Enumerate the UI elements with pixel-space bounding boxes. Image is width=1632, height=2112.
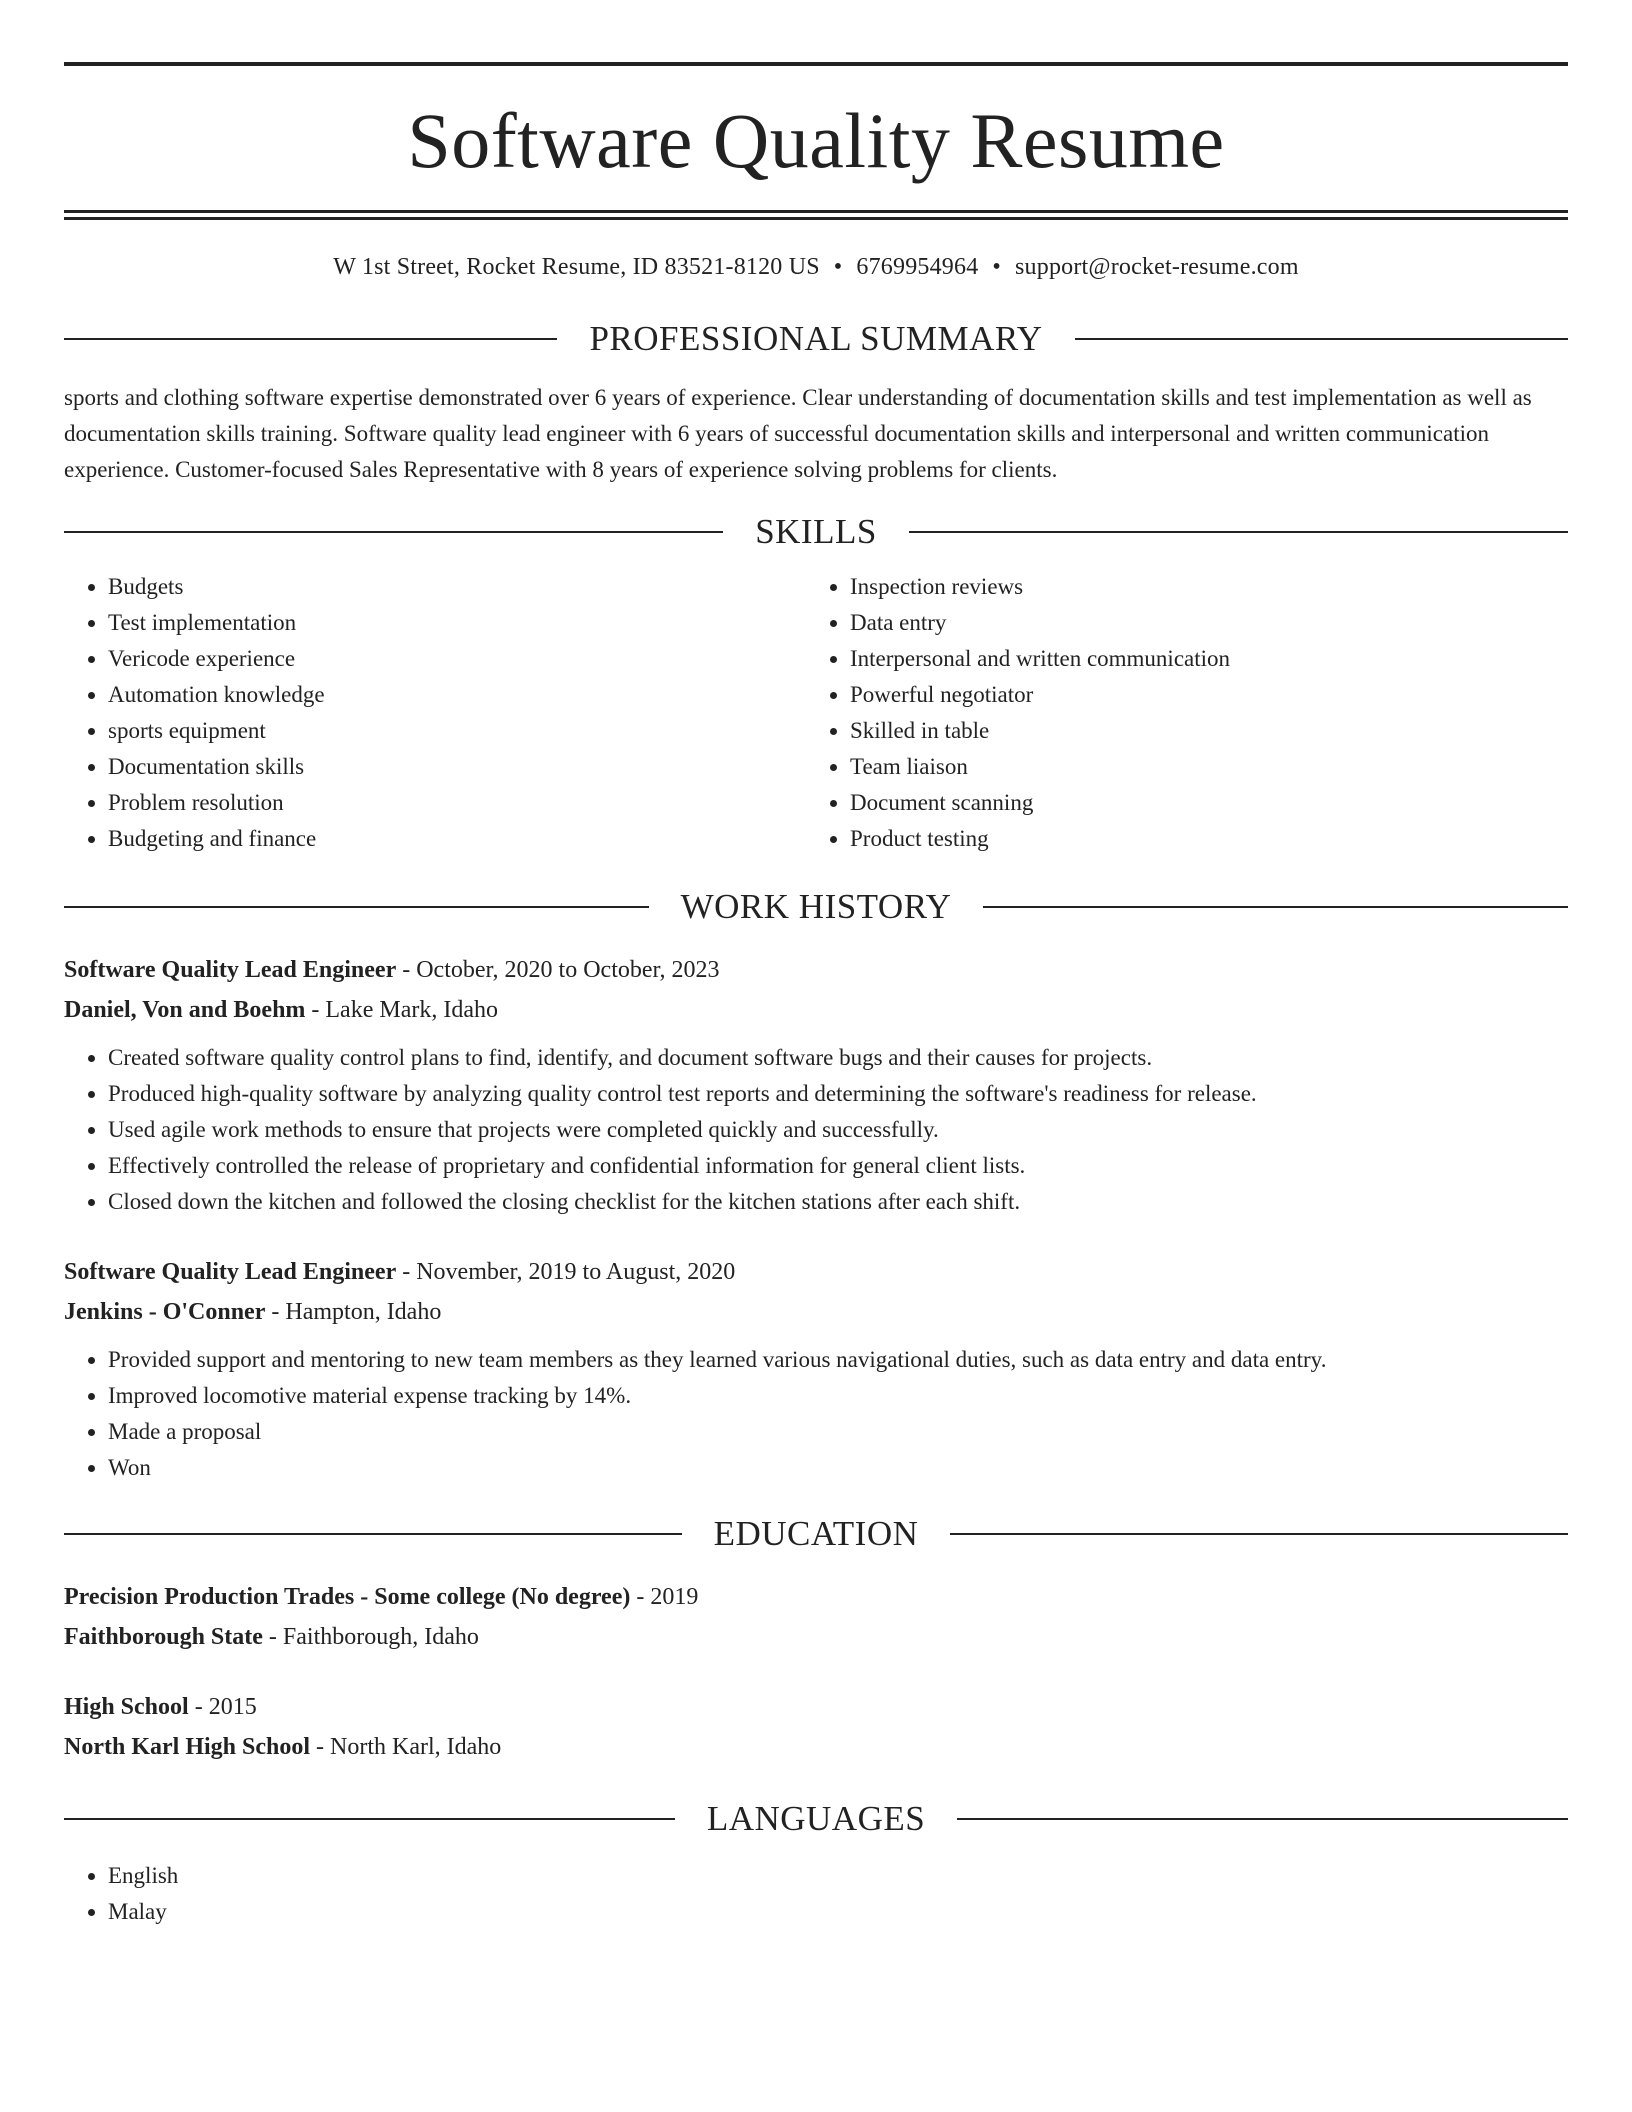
skills-heading: SKILLS xyxy=(755,512,877,551)
heading-rule-right xyxy=(957,1818,1568,1820)
job-bullet: • Closed down the kitchen and followed the closing checklist for the kitchen stations after each shift. xyxy=(108,1184,1568,1220)
education-school-line xyxy=(64,1617,1568,1657)
job-dates: - October, 2020 to October, 2023 xyxy=(396,957,720,983)
contact-address: W 1st Street, Rocket Resume, ID 83521-8120 US xyxy=(333,254,820,280)
job-title: Software Quality Lead Engineer xyxy=(64,957,397,983)
job-bullet: • Effectively controlled the release of proprietary and confidential information for general client lists. xyxy=(108,1148,1568,1184)
skill-item: • Document scanning xyxy=(850,785,1548,821)
skills-list xyxy=(64,569,1568,857)
education-degree: High School xyxy=(64,1694,189,1720)
skill-item: • Product testing xyxy=(850,821,1548,857)
heading-rule-right xyxy=(950,1533,1568,1535)
contact-email: support@rocket-resume.com xyxy=(1015,254,1299,280)
education-year: - 2015 xyxy=(188,1694,257,1720)
skills-section-heading xyxy=(64,514,1568,549)
contact-separator: • xyxy=(833,254,843,280)
skill-item: • Skilled in table xyxy=(850,713,1548,749)
job-bullets xyxy=(64,1040,1568,1220)
heading-rule-right xyxy=(1075,338,1568,340)
skill-item: • Interpersonal and written communication xyxy=(850,641,1548,677)
job-title-line xyxy=(64,1252,1568,1292)
job-title: Software Quality Lead Engineer xyxy=(64,1259,397,1285)
job-bullet: • Used agile work methods to ensure that projects were completed quickly and successfully. xyxy=(108,1112,1568,1148)
job-location: - Hampton, Idaho xyxy=(265,1299,442,1325)
contact-separator: • xyxy=(992,254,1002,280)
education-location: - Faithborough, Idaho xyxy=(262,1624,479,1650)
resume-title: Software Quality Resume xyxy=(407,97,1225,184)
skill-item: • Budgeting and finance xyxy=(108,821,806,857)
skill-item: • Automation knowledge xyxy=(108,677,806,713)
skill-item: • Budgets xyxy=(108,569,806,605)
education-school: Faithborough State xyxy=(64,1624,263,1650)
job-company: Jenkins - O'Conner xyxy=(64,1299,266,1325)
heading-rule-left xyxy=(64,338,557,340)
language-item: • English xyxy=(108,1858,1568,1894)
heading-rule-left xyxy=(64,1533,682,1535)
heading-rule-left xyxy=(64,906,649,908)
heading-rule-left xyxy=(64,531,723,533)
job-title-line xyxy=(64,950,1568,990)
summary-text: sports and clothing software expertise demonstrated over 6 years of experience. Clear understanding of documentation skills and test implementation as well as documentation skills training. Software quality lead engineer with 6 years of successful documentation skills and interpersonal and written communication experience. Customer-focused Sales Representative with 8 years of experience solving problems for clients. xyxy=(64,385,1532,482)
education-degree-line xyxy=(64,1577,1568,1617)
education-year: - 2019 xyxy=(630,1584,699,1610)
top-rule xyxy=(64,62,1568,66)
work-heading: WORK HISTORY xyxy=(680,887,952,926)
summary-section-heading xyxy=(64,321,1568,356)
heading-rule-right xyxy=(983,906,1568,908)
languages-list xyxy=(64,1858,1568,1930)
job-bullet: • Improved locomotive material expense tracking by 14%. xyxy=(108,1378,1568,1414)
heading-rule-right xyxy=(909,531,1568,533)
job-bullet: • Provided support and mentoring to new team members as they learned various navigational duties, such as data entry and data entry. xyxy=(108,1342,1568,1378)
skill-item: • Inspection reviews xyxy=(850,569,1548,605)
education-entry xyxy=(64,1687,1568,1767)
skill-item: • Vericode experience xyxy=(108,641,806,677)
education-degree-line xyxy=(64,1687,1568,1727)
skill-item: • Powerful negotiator xyxy=(850,677,1548,713)
skill-item: • Data entry xyxy=(850,605,1548,641)
heading-rule-left xyxy=(64,1818,675,1820)
languages-heading: LANGUAGES xyxy=(706,1799,926,1838)
job-bullet: • Created software quality control plans to find, identify, and document software bugs and their causes for projects. xyxy=(108,1040,1568,1076)
job-company: Daniel, Von and Boehm xyxy=(64,997,306,1023)
work-section-heading xyxy=(64,889,1568,924)
language-item: • Malay xyxy=(108,1894,1568,1930)
contact-line xyxy=(64,254,1568,281)
education-entry xyxy=(64,1577,1568,1657)
resume-page xyxy=(64,62,1568,1930)
education-degree: Precision Production Trades - Some college (No degree) xyxy=(64,1584,631,1610)
job-bullet: • Won xyxy=(108,1450,1568,1486)
job-location: - Lake Mark, Idaho xyxy=(305,997,498,1023)
skill-item: • Problem resolution xyxy=(108,785,806,821)
job-bullets xyxy=(64,1342,1568,1486)
contact-phone: 6769954964 xyxy=(856,254,979,280)
job-dates: - November, 2019 to August, 2020 xyxy=(396,1259,736,1285)
job-entry xyxy=(64,1252,1568,1486)
skills-column-left xyxy=(64,569,806,857)
skill-item: • Team liaison xyxy=(850,749,1548,785)
education-school-line xyxy=(64,1727,1568,1767)
title-double-rule xyxy=(64,210,1568,220)
summary-heading: PROFESSIONAL SUMMARY xyxy=(589,319,1043,358)
education-section-heading xyxy=(64,1516,1568,1551)
education-school: North Karl High School xyxy=(64,1734,311,1760)
job-company-line xyxy=(64,1292,1568,1332)
skills-column-right xyxy=(806,569,1548,857)
job-bullet: • Produced high-quality software by analyzing quality control test reports and determining the software's readiness for release. xyxy=(108,1076,1568,1112)
skill-item: • Documentation skills xyxy=(108,749,806,785)
job-bullet: • Made a proposal xyxy=(108,1414,1568,1450)
job-entry xyxy=(64,950,1568,1220)
education-heading: EDUCATION xyxy=(713,1514,919,1553)
languages-section-heading xyxy=(64,1801,1568,1836)
job-company-line xyxy=(64,990,1568,1030)
skill-item: • Test implementation xyxy=(108,605,806,641)
education-location: - North Karl, Idaho xyxy=(310,1734,502,1760)
skill-item: • sports equipment xyxy=(108,713,806,749)
